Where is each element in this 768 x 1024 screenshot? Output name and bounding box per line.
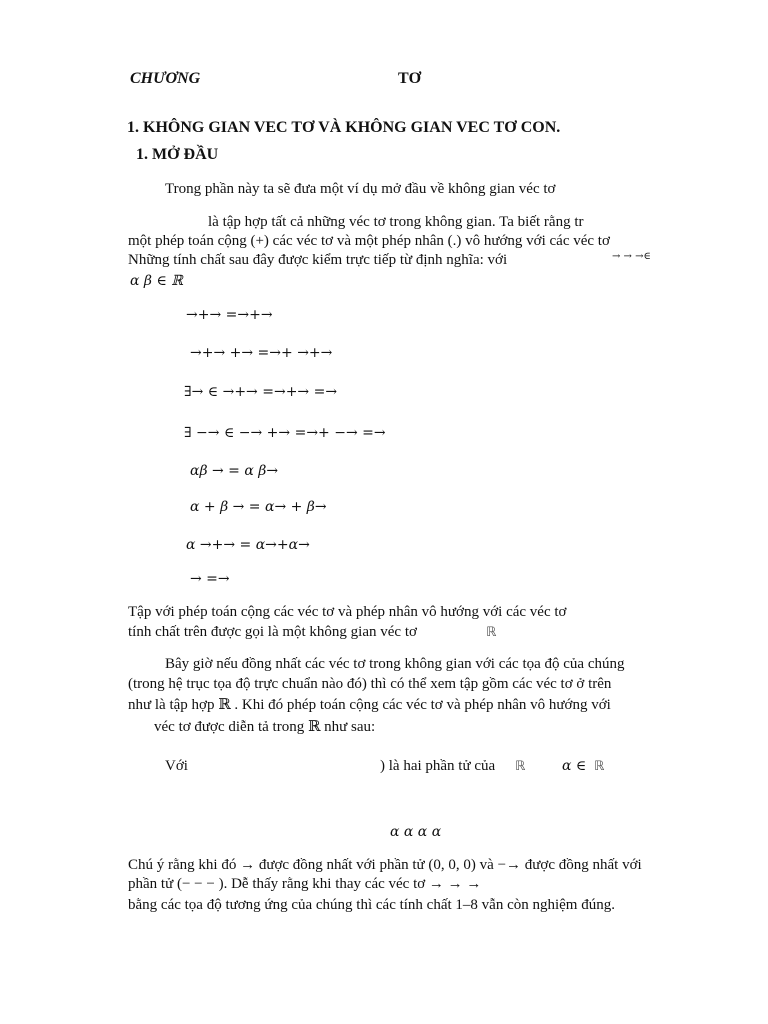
intro-line-4: Những tính chất sau đây được kiểm trực tiếp từ định nghĩa: với [128, 252, 508, 268]
identify-line-1: Bây giờ nếu đồng nhất các véc tơ trong không gian với các tọa độ của chúng [165, 656, 625, 672]
identify-line-3: như là tập hợp ℝ . Khi đó phép toán cộng các véc tơ và phép nhân vô hướng với [128, 697, 611, 713]
intro-line-3: một phép toán cộng (+) các véc tơ và một phép nhân (.) vô hướng với các véc tơ [128, 233, 610, 249]
property-6: α + β → = α→ + β→ [190, 499, 327, 515]
chapter-title-fragment: TƠ [398, 70, 422, 87]
property-3: ∃→ ∈ →+→ =→+→ =→ [184, 384, 338, 400]
scalar-in-reals: α β ∈ ℝ [130, 273, 183, 289]
with-label: Với [165, 758, 188, 774]
reals-symbol-1: ℝ [515, 759, 526, 774]
reals-symbol-2: ℝ [594, 759, 605, 774]
note-line-1: Chú ý rằng khi đó → được đồng nhất với phần tử (0, 0, 0) và −→ được đồng nhất với [128, 857, 642, 873]
property-1: →+→ =→+→ [186, 307, 273, 323]
intro-line-2: là tập hợp tất cả những véc tơ trong không gian. Ta biết rằng tr [208, 214, 584, 230]
note-line-3: bằng các tọa độ tương ứng của chúng thì các tính chất 1–8 vẫn còn nghiệm đúng. [128, 897, 615, 913]
alpha-row: α α α α [390, 824, 442, 840]
identify-line-2: (trong hệ trục tọa độ trực chuẩn nào đó) thì có thể xem tập gồm các véc tơ ở trên [128, 676, 612, 692]
vector-arrows: → → →∈ [612, 251, 651, 262]
note-line-2: phần tử (− − − ). Dễ thấy rằng khi thay các véc tơ → → → [128, 876, 482, 892]
with-middle: ) là hai phần tử của [380, 758, 496, 774]
intro-line-1: Trong phần này ta sẽ đưa một ví dụ mở đầu về không gian véc tơ [165, 181, 556, 197]
property-8: → =→ [190, 571, 230, 587]
conclusion-line-2: tính chất trên được gọi là một không gian véc tơ [128, 624, 417, 640]
alpha-in: α ∈ [562, 758, 587, 774]
property-2: →+→ +→ =→+ →+→ [190, 345, 333, 361]
reals-symbol: ℝ [486, 625, 497, 640]
subsection-title: 1. MỞ ĐẦU [136, 146, 219, 163]
identify-line-4: véc tơ được diễn tả trong ℝ như sau: [154, 719, 376, 735]
property-7: α →+→ = α→+α→ [186, 537, 310, 553]
conclusion-line-1: Tập với phép toán cộng các véc tơ và phép nhân vô hướng với các véc tơ [128, 604, 567, 620]
section-title: 1. KHÔNG GIAN VEC TƠ VÀ KHÔNG GIAN VEC TƠ CON. [127, 119, 561, 136]
chapter-label: CHƯƠNG [130, 70, 201, 87]
property-4: ∃ −→ ∈ −→ +→ =→+ −→ =→ [184, 425, 386, 441]
property-5: αβ → = α β→ [190, 463, 279, 479]
